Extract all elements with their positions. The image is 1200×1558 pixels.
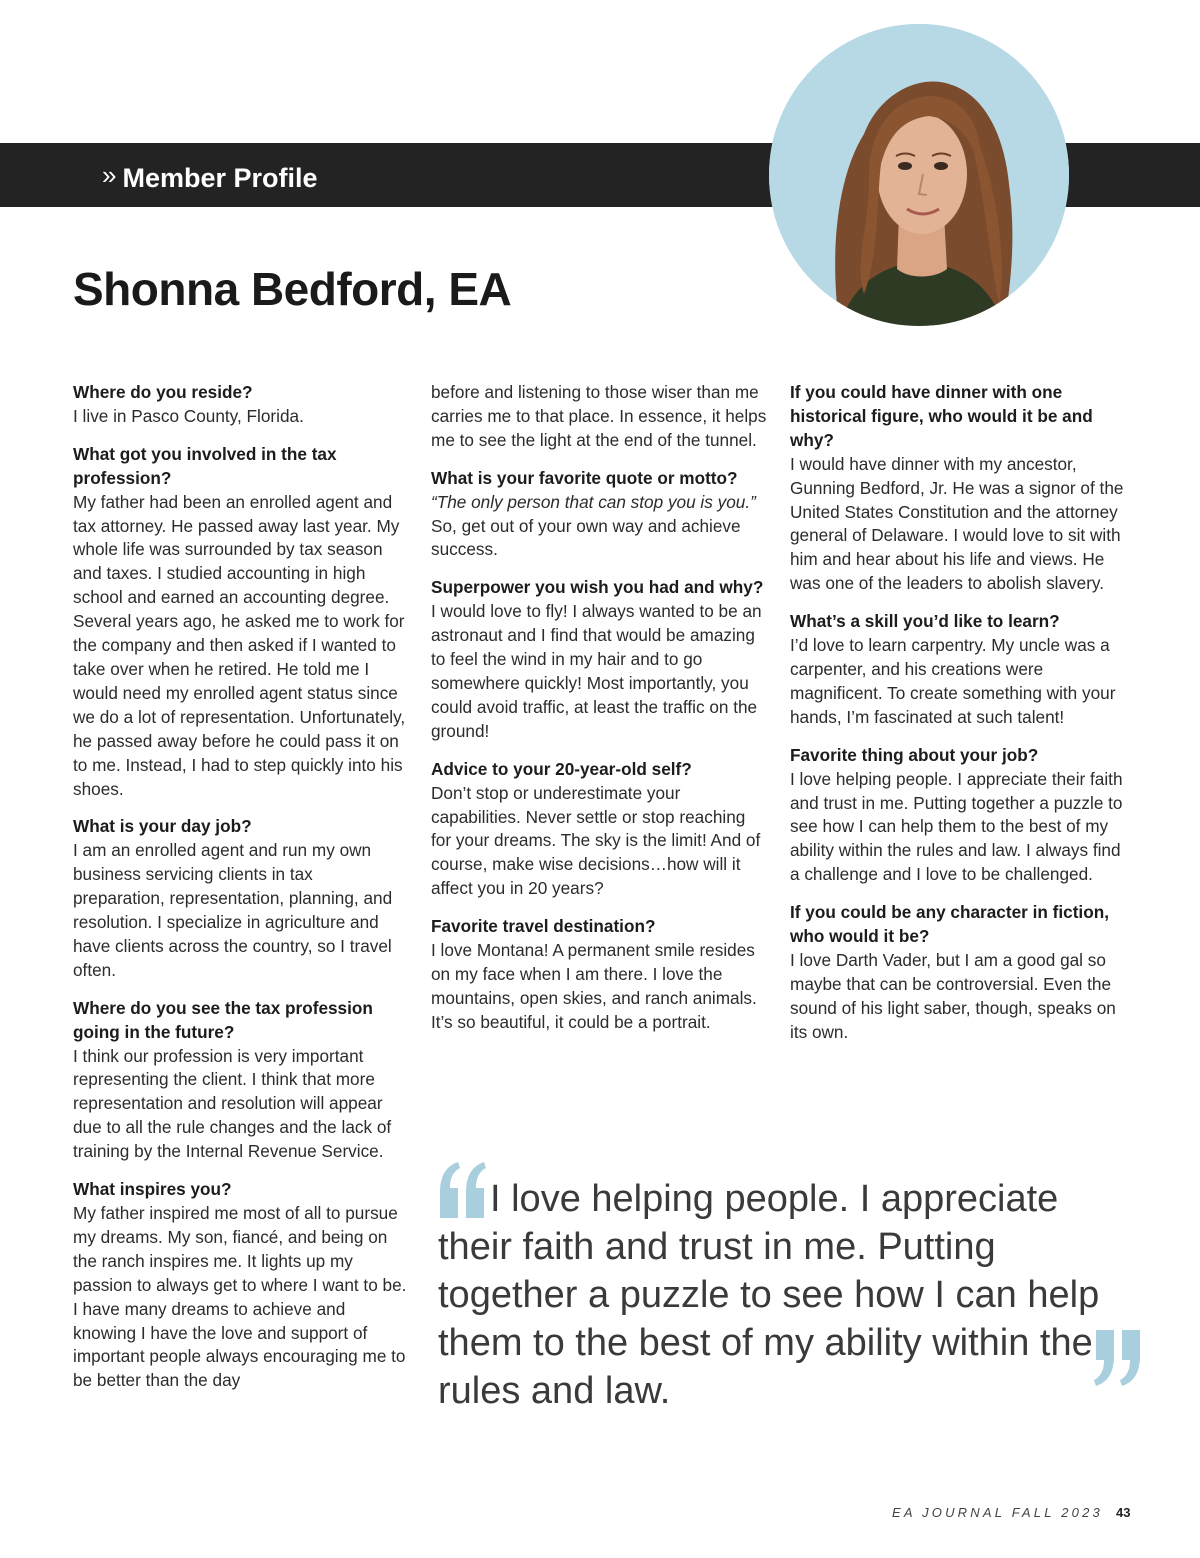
- chevron-icon: »: [102, 159, 117, 190]
- qa-item: [73, 1178, 409, 1393]
- answer: I think our profession is very important representing the client. I think that more representation and resolution will appear due to all the rule changes and the lack of training by the Internal Revenue Service.: [73, 1045, 392, 1162]
- motto-quote: “The only person that can stop you is you.”: [431, 491, 756, 512]
- answer: I live in Pasco County, Florida.: [73, 405, 304, 426]
- column-2: [431, 381, 767, 1049]
- qa-item: [790, 610, 1126, 730]
- question: Favorite thing about your job?: [790, 744, 1039, 765]
- qa-item: [73, 381, 409, 429]
- question: Advice to your 20-year-old self?: [431, 758, 692, 779]
- question: If you could be any character in fiction, who would it be?: [790, 902, 1109, 947]
- answer: I am an enrolled agent and run my own business servicing clients in tax preparation, representation, planning, and resolution. I specialize in agriculture and have clients across the country, so I travel often.: [73, 840, 393, 980]
- qa-item: [431, 467, 767, 563]
- question: What got you involved in the tax profession?: [73, 443, 337, 488]
- section-title: Member Profile: [122, 162, 318, 193]
- answer: My father inspired me most of all to pursue my dreams. My son, fiancé, and being on the ranch inspires me. It lights up my passion to always get to where I want to be. I have many dreams to achieve and knowing I have the love and support of important people always encouraging me to be better than the day: [73, 1203, 407, 1391]
- column-3: [790, 381, 1126, 1059]
- question: What is your favorite quote or motto?: [431, 467, 738, 488]
- answer: I love Montana! A permanent smile resides on my face when I am there. I love the mountains, open skies, and ranch animals. It’s so beautiful, it could be a portrait.: [431, 940, 757, 1032]
- answer: I would have dinner with my ancestor, Gunning Bedford, Jr. He was a signor of the United States Constitution and the attorney general of Delaware. I would love to sit with him and hear about his life and views. He was one of the leaders to abolish slavery.: [790, 453, 1124, 594]
- question: What inspires you?: [73, 1179, 232, 1200]
- answer: I love helping people. I appreciate their faith and trust in me. Putting together a puzzle to see how I can help them to the best of my ability within the rules and law. I always find a challenge and I love to be challenged.: [790, 768, 1123, 885]
- qa-item: [73, 443, 409, 802]
- qa-item: [73, 815, 409, 982]
- portrait-photo: [769, 24, 1069, 326]
- answer: I love Darth Vader, but I am a good gal so maybe that can be controversial. Even the sound of his light saber, though, speaks on its own.: [790, 949, 1116, 1042]
- question: If you could have dinner with one historical figure, who would it be and why?: [790, 382, 1093, 450]
- answer: I would love to fly! I always wanted to be an astronaut and I find that would be amazing to feel the wind in my hair and to go somewhere quickly! Most importantly, you could avoid traffic, at least the traffic on the ground!: [431, 601, 762, 741]
- qa-item: [790, 744, 1126, 887]
- question: What’s a skill you’d like to learn?: [790, 611, 1060, 632]
- column-1: [73, 381, 409, 1407]
- qa-item: [431, 758, 767, 901]
- answer: Don’t stop or underestimate your capabilities. Never settle or stop reaching for your dreams. The sky is the limit! And of course, make wise decisions…how will it affect you in 20 years?: [431, 782, 761, 899]
- profile-name: Shonna Bedford, EA: [73, 263, 512, 315]
- answer: My father had been an enrolled agent and tax attorney. He passed away last year. My whole life was surrounded by tax season and taxes. I studied accounting in high school and earned an accounting degree. Several years ago, he asked me to work for the company and then asked if I wanted to take over when he retired. He told me I would need my enrolled agent status since we do a lot of representation. Unfortunately, he passed away before he could pass it on to me. Instead, I had to step quickly into his shoes.: [73, 491, 406, 799]
- close-quote-icon: [1092, 1326, 1144, 1390]
- qa-item: [431, 576, 767, 743]
- question: Where do you reside?: [73, 382, 253, 402]
- answer: [431, 491, 767, 563]
- portrait-illustration: [769, 24, 1069, 326]
- journal-footer: EA JOURNAL FALL 2023: [892, 1505, 1103, 1520]
- question: Favorite travel destination?: [431, 916, 656, 937]
- pull-quote: I love helping people. I appreciate their faith and trust in me. Putting together a puzzle to see how I can help them to the best of my ability within the rules and law.: [438, 1178, 1100, 1412]
- qa-item: [431, 915, 767, 1035]
- answer: I’d love to learn carpentry. My uncle was a carpenter, and his creations were magnificent. To create something with your hands, I’m fascinated at such talent!: [790, 635, 1116, 727]
- qa-item: [73, 997, 409, 1164]
- question: What is your day job?: [73, 816, 252, 837]
- question: Where do you see the tax profession going in the future?: [73, 997, 373, 1042]
- page-number: 43: [1116, 1505, 1131, 1520]
- motto-answer: So, get out of your own way and achieve success.: [431, 515, 741, 560]
- answer-continuation: before and listening to those wiser than me carries me to that place. In essence, it helps me to see the light at the end of the tunnel.: [431, 382, 767, 450]
- question: Superpower you wish you had and why?: [431, 577, 764, 598]
- section-label: [102, 158, 318, 198]
- qa-item: [790, 901, 1126, 1044]
- qa-item: [790, 381, 1126, 596]
